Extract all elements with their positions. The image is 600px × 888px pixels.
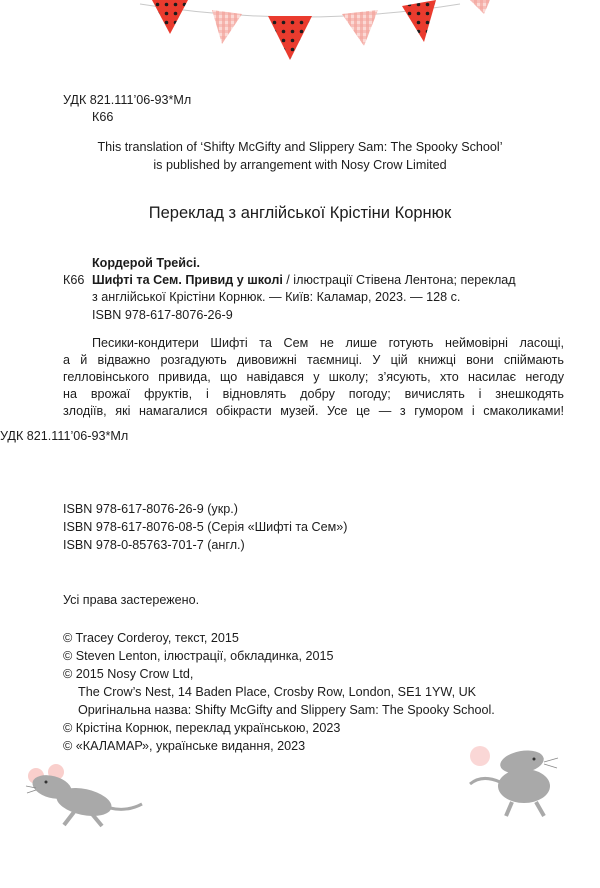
copyright-line: © «КАЛАМАР», українське видання, 2023 xyxy=(63,739,306,753)
rights-notice: Усі права застережено. xyxy=(63,593,200,607)
translation-notice-line1: This translation of ‘Shifty McGifty and Slippery Sam: The Spooky School’ xyxy=(97,140,503,154)
bunting-flag xyxy=(470,0,490,14)
annotation-line: злодіїв, які намагалися обікрасти музей. Усе це — з гумором і смаколиками! xyxy=(63,404,564,418)
isbn-item: ISBN 978-617-8076-26-9 (укр.) xyxy=(63,502,238,516)
udk-right: УДК 821.111’06-93*Мл xyxy=(0,429,129,443)
copyright-line: © 2015 Nosy Crow Ltd, xyxy=(63,667,194,681)
bunting-flag xyxy=(152,0,188,34)
annotation-line: на врожаї фруктів, і відновлять добру погоду; вичислять і знешкодять xyxy=(63,387,564,401)
mouse-illustration-left xyxy=(22,762,147,832)
catalog-desc-line2: з англійської Крістіни Корнюк. — Київ: Каламар, 2023. — 128 с. xyxy=(92,290,461,304)
annotation-line: а й відважно розгадують дивовижні таємниці. У цій книжці вони спіймають xyxy=(63,353,564,367)
udk-code: УДК 821.111’06-93*Мл xyxy=(63,93,192,107)
mouse-illustration-right xyxy=(462,742,587,822)
bunting-flag xyxy=(212,10,242,44)
catalog-desc: / ілюстрації Стівена Лентона; переклад xyxy=(282,273,516,287)
bunting-flag xyxy=(402,0,436,42)
bunting-flag xyxy=(268,16,312,60)
translation-notice-line2: is published by arrangement with Nosy Crow Limited xyxy=(153,158,447,172)
copyright-line: © Крістіна Корнюк, переклад українською, 2023 xyxy=(63,721,341,735)
bunting-flag xyxy=(342,10,378,46)
annotation-line: гелловінського привида, що навідався у школу; з’ясують, хто насилає негоду xyxy=(63,370,564,384)
copyright-line: © Steven Lenton, ілюстрації, обкладинка, 2015 xyxy=(63,649,334,663)
catalog-mark: К66 xyxy=(63,273,85,287)
catalog-title: Шифті та Сем. Привид у школі xyxy=(92,273,283,287)
translator-title: Переклад з англійської Крістіни Корнюк xyxy=(148,204,452,222)
annotation-line: Песики-кондитери Шифті та Сем не лише готують неймовірні ласощі, xyxy=(92,336,564,350)
isbn-item: ISBN 978-617-8076-08-5 (Серія «Шифті та Сем») xyxy=(63,520,348,534)
catalog-author: Кордерой Трейсі. xyxy=(92,256,201,270)
author-mark: К66 xyxy=(92,110,114,124)
isbn-item: ISBN 978-0-85763-701-7 (англ.) xyxy=(63,538,245,552)
bunting-decoration xyxy=(0,0,600,60)
catalog-isbn: ISBN 978-617-8076-26-9 xyxy=(92,308,233,322)
copyright-line: The Crow’s Nest, 14 Baden Place, Crosby Row, London, SE1 1YW, UK xyxy=(78,685,477,699)
catalog-title-line xyxy=(92,272,516,288)
copyright-line: © Tracey Corderoy, текст, 2015 xyxy=(63,631,239,645)
copyright-line: Оригінальна назва: Shifty McGifty and Slippery Sam: The Spooky School. xyxy=(78,703,495,717)
